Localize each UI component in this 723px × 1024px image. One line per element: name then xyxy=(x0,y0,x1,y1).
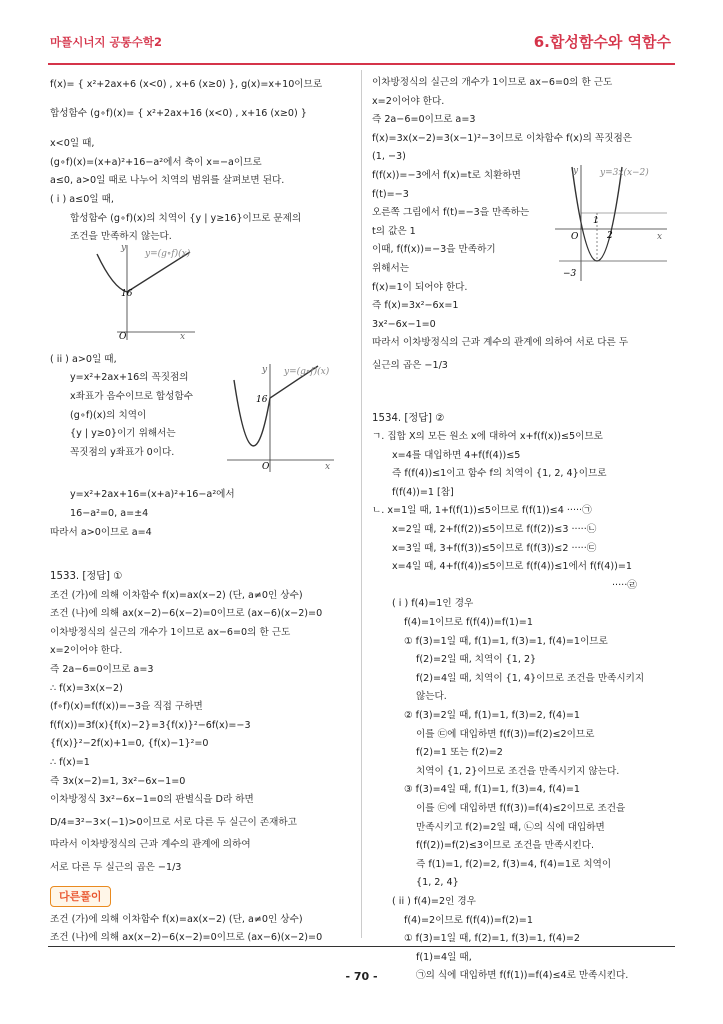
answer-heading: 1534. [정답] ② xyxy=(372,412,445,424)
text-line: f(f(x))=3f(x){f(x)−2}=3{f(x)}²−6f(x)=−3 xyxy=(50,719,251,731)
text-line: 따라서 이차방정식의 근과 계수의 관계에 의하여 서로 다른 두 xyxy=(372,337,629,349)
text-line: 즉 3x(x−2)=1, 3x²−6x−1=0 xyxy=(50,775,186,787)
text-line: 조건을 만족하지 않는다. xyxy=(70,231,172,243)
left-column xyxy=(50,74,350,948)
origin-label: O xyxy=(119,332,127,340)
origin-label: O xyxy=(262,462,270,472)
text-line: y=x²+2ax+16=(x+a)²+16−a²에서 xyxy=(70,489,235,501)
text-line: 조건 (나)에 의해 ax(x−2)−6(x−2)=0이므로 (ax−6)(x−2)=0 xyxy=(50,608,323,620)
y-axis-label: y xyxy=(573,166,579,176)
text-line: x=4일 때, 4+f(f(4))≤5이므로 f(f(4))≤1에서 f(f(4))=1 xyxy=(392,561,633,573)
text-line: {1, 2, 4} xyxy=(416,877,459,889)
text-line: 즉 f(x)=3x²−6x=1 xyxy=(372,300,459,312)
text-line: 서로 다른 두 실근의 곱은 −1/3 xyxy=(50,862,182,873)
y-min-label: −3 xyxy=(563,269,577,279)
text-line: x좌표가 음수이므로 합성함수 xyxy=(70,390,193,402)
text-line: f(4)=1이므로 f(f(4))=f(1)=1 xyxy=(404,617,533,629)
text-line: ( ii ) a>0일 때, xyxy=(50,353,117,365)
text-line: 따라서 이차방정식의 근과 계수의 관계에 의하여 xyxy=(50,839,251,851)
text-line: x=2일 때, 2+f(f(2))≤5이므로 f(f(2))≤3 ·····㉡ xyxy=(392,524,597,536)
tick-2-label: 2 xyxy=(607,231,613,241)
text-line: f(f(4))=1 [참] xyxy=(392,486,454,498)
text-line: 위해서는 xyxy=(372,262,410,274)
text-line: 이차방정식의 실근의 개수가 1이므로 ax−6=0의 한 근도 xyxy=(50,626,291,638)
text-line: 치역이 {1, 2}이므로 조건을 만족시키지 않는다. xyxy=(416,765,620,777)
text-line: {f(x)}²−2f(x)+1=0, {f(x)−1}²=0 xyxy=(50,738,209,750)
text-line: x=2이어야 한다. xyxy=(50,645,123,657)
text-line: ① f(3)=1일 때, f(2)=1, f(3)=1, f(4)=2 xyxy=(404,933,580,945)
text-line: 이때, f(f(x))=−3을 만족하기 xyxy=(372,244,496,256)
text-line: ㄱ. 집합 X의 모든 원소 x에 대하여 x+f(f(x))≤5이므로 xyxy=(372,431,603,443)
text-line: 즉 2a−6=0이므로 a=3 xyxy=(372,114,476,126)
text-line: 따라서 a>0이므로 a=4 xyxy=(50,526,152,538)
text-line: 3x²−6x−1=0 xyxy=(372,318,436,330)
text-line: 만족시키고 f(2)=2일 때, ㉡의 식에 대입하면 xyxy=(416,821,605,833)
text-line: (g∘f)(x)=(x+a)²+16−a²에서 축이 x=−a이므로 xyxy=(50,156,262,168)
text-line: f(1)=4일 때, xyxy=(416,951,472,963)
x-axis-label: x xyxy=(657,232,663,242)
text-line: x=2이어야 한다. xyxy=(372,95,445,107)
text-line: ③ f(3)=4일 때, f(1)=1, f(3)=4, f(4)=1 xyxy=(404,784,580,796)
curve-label: y=(g∘f)(x) xyxy=(145,249,191,259)
text-line: ㉠의 식에 대입하면 f(f(1))=f(4)≤4로 만족시킨다. xyxy=(416,970,629,982)
text-line: 조건 (가)에 의해 이차함수 f(x)=ax(x−2) (단, a≠0인 상수) xyxy=(50,913,303,925)
text-line: f(x)=3x(x−2)=3(x−1)²−3이므로 이차함수 f(x)의 꼭짓점은 xyxy=(372,132,633,144)
chapter-title: 6.합성함수와 역함수 xyxy=(533,33,671,51)
y-axis-label: y xyxy=(262,365,268,375)
y-intercept-label: 16 xyxy=(256,395,268,405)
text-line: 이차방정식의 실근의 개수가 1이므로 ax−6=0의 한 근도 xyxy=(372,77,613,88)
text-line: ① f(3)=1일 때, f(1)=1, f(3)=1, f(4)=1이므로 xyxy=(404,635,608,647)
text-line: t의 값은 1 xyxy=(372,225,416,237)
text-line: 합성함수 (g∘f)(x)의 치역이 {y | y≥16}이므로 문제의 xyxy=(70,212,302,224)
text-line: 조건 (나)에 의해 ax(x−2)−6(x−2)=0이므로 (ax−6)(x−2)=0 xyxy=(50,932,323,944)
footer-rule xyxy=(48,946,675,947)
text-line: 조건 (가)에 의해 이차함수 f(x)=ax(x−2) (단, a≠0인 상수) xyxy=(50,589,303,601)
y-axis-label: y xyxy=(121,243,127,253)
x-axis-label: x xyxy=(180,332,186,340)
graph-case-a-nonpositive xyxy=(95,240,195,343)
text-line: ∴ f(x)=1 xyxy=(50,757,90,769)
origin-label: O xyxy=(571,232,579,242)
text-line: 즉 f(1)=1, f(2)=2, f(3)=4, f(4)=1로 치역이 xyxy=(416,858,612,870)
x-axis-label: x xyxy=(325,462,331,472)
text-line: 이를 ㉢에 대입하면 f(f(3))=f(2)≤2이므로 xyxy=(416,728,595,740)
text-line: f(2)=2일 때, 치역이 {1, 2} xyxy=(416,654,537,666)
text-line: ( i ) f(4)=1인 경우 xyxy=(392,598,474,610)
text-line: 합성함수 (g∘f)(x)= { x²+2ax+16 (x<0) , x+16 (x≥0) } xyxy=(50,107,307,119)
book-title: 마플시너지 공통수학2 xyxy=(50,35,162,49)
text-line: f(4)=2이므로 f(f(4))=f(2)=1 xyxy=(404,914,533,926)
text-line: (f∘f)(x)=f(f(x))=−3을 직접 구하면 xyxy=(50,701,203,713)
text-line: 않는다. xyxy=(416,691,447,703)
text-line: ㄴ. x=1일 때, 1+f(f(1))≤5이므로 f(f(1))≤4 ·····㉠ xyxy=(372,505,592,517)
text-line: ( i ) a≤0일 때, xyxy=(50,193,114,205)
y-intercept-label: 16 xyxy=(121,289,133,299)
text-line: a≤0, a>0일 때로 나누어 치역의 범위를 살펴보면 된다. xyxy=(50,175,285,187)
alternative-solution-badge: 다른풀이 xyxy=(50,886,111,907)
text-line: 즉 f(f(4))≤1이고 함수 f의 치역이 {1, 2, 4}이므로 xyxy=(392,468,607,480)
text-line: (1, −3) xyxy=(372,151,406,163)
text-line: x<0일 때, xyxy=(50,138,95,150)
header-rule xyxy=(48,63,675,65)
text-line: x=3일 때, 3+f(f(3))≤5이므로 f(f(3))≤2 ·····㉢ xyxy=(392,542,597,554)
text-line: f(x)= { x²+2ax+6 (x<0) , x+6 (x≥0) }, g(x)=x+10이므로 xyxy=(50,79,323,90)
text-line: {y | y≥0}이기 위해서는 xyxy=(70,428,176,440)
text-line: f(x)=1이 되어야 한다. xyxy=(372,281,468,293)
text-line: 이를 ㉢에 대입하면 f(f(3))=f(4)≤2이므로 조건을 xyxy=(416,802,626,814)
text-line: D/4=3²−3×(−1)>0이므로 서로 다른 두 실근이 존재하고 xyxy=(50,816,297,828)
page-number: - 70 - xyxy=(345,970,378,983)
text-line: y=x²+2ax+16의 꼭짓점의 xyxy=(70,372,189,384)
text-line: 실근의 곱은 −1/3 xyxy=(372,359,448,371)
text-line: x=4를 대입하면 4+f(f(4))≤5 xyxy=(392,449,521,461)
text-line: 즉 2a−6=0이므로 a=3 xyxy=(50,664,154,676)
text-line: f(t)=−3 xyxy=(372,188,409,200)
text-line: ② f(3)=2일 때, f(1)=1, f(3)=2, f(4)=1 xyxy=(404,710,580,721)
text-line: 오른쪽 그림에서 f(t)=−3을 만족하는 xyxy=(372,207,530,219)
curve-label: y=(g∘f)(x) xyxy=(284,367,330,377)
answer-heading: 1533. [정답] ① xyxy=(50,571,123,583)
text-line: f(2)=4일 때, 치역이 {1, 4}이므로 조건을 만족시키지 xyxy=(416,672,645,684)
text-line: ( ii ) f(4)=2인 경우 xyxy=(392,895,476,907)
curve-label: y=3x(x−2) xyxy=(600,168,649,178)
text-line: (g∘f)(x)의 치역이 xyxy=(70,409,147,421)
text-line: 꼭짓점의 y좌표가 0이다. xyxy=(70,446,175,458)
text-line: ∴ f(x)=3x(x−2) xyxy=(50,682,123,694)
text-line: ·····㉣ xyxy=(612,579,637,591)
text-line: 이차방정식 3x²−6x−1=0의 판별식을 D라 하면 xyxy=(50,794,254,806)
text-line: f(2)=1 또는 f(2)=2 xyxy=(416,747,503,759)
graph-case-a-positive xyxy=(222,362,352,477)
text-line: f(f(2))=f(2)≤3이므로 조건을 만족시킨다. xyxy=(416,840,595,852)
tick-1-label: 1 xyxy=(593,216,599,226)
column-divider xyxy=(361,70,362,938)
text-line: 16−a²=0, a=±4 xyxy=(70,507,149,519)
text-line: f(f(x))=−3에서 f(x)=t로 치환하면 xyxy=(372,169,521,181)
graph-parabola xyxy=(555,163,670,284)
